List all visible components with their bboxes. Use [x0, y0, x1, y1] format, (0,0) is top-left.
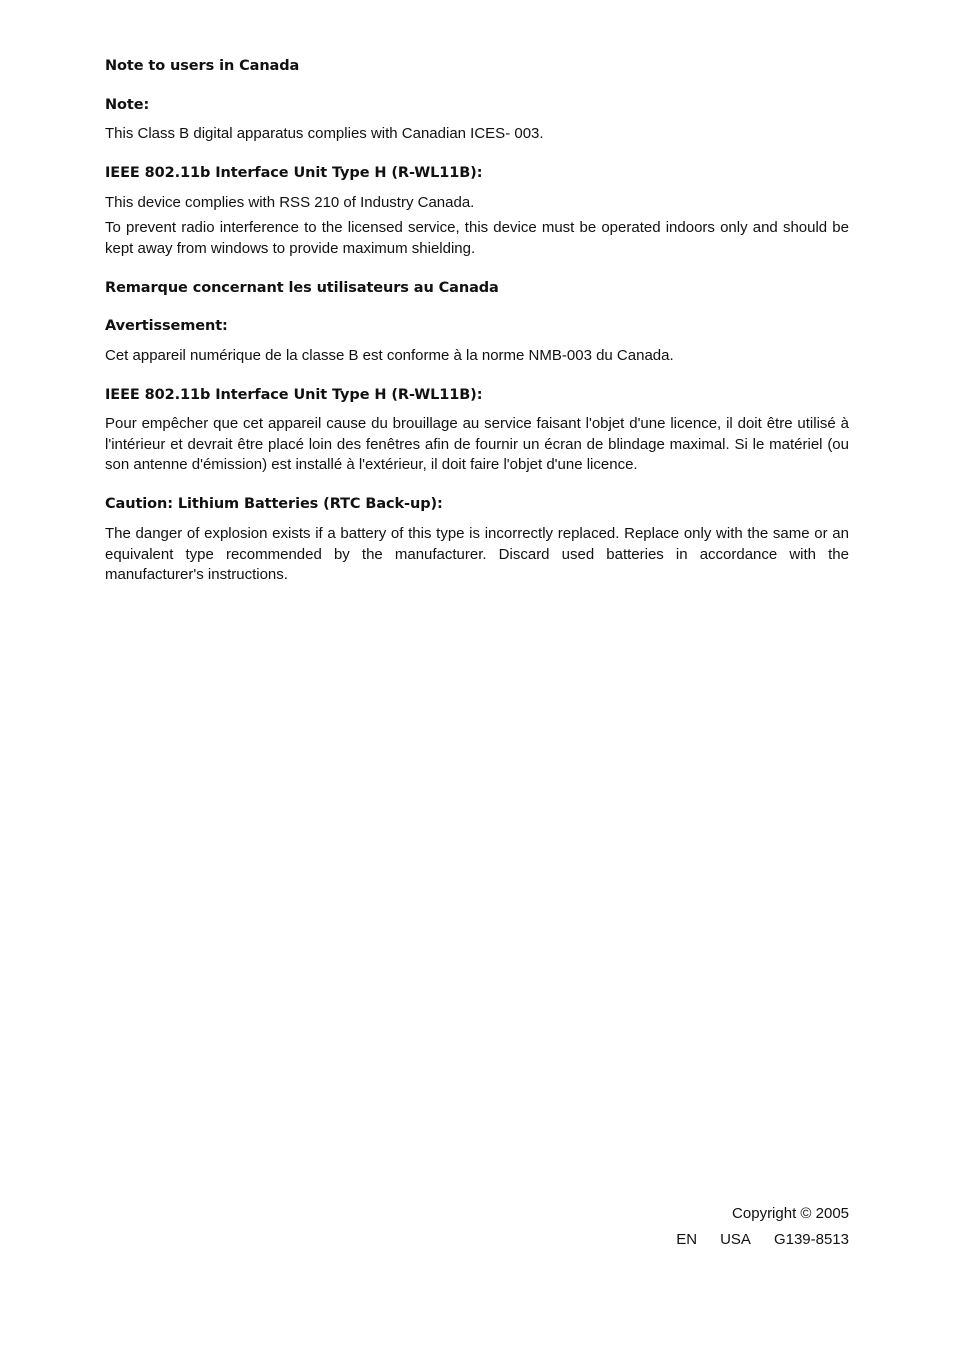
canada-en-title: Note to users in Canada — [105, 58, 300, 74]
language-code: EN — [676, 1231, 698, 1248]
ieee-text-en-1: This device complies with RSS 210 of Industry Canada. — [105, 194, 475, 211]
document-code-line — [549, 1230, 849, 1250]
ieee-text-en-2: To prevent radio interference to the licensed service, this device must be operated indoors only and should be kept away from windows to provide maximum shielding. — [105, 219, 849, 257]
ieee-text-fr: Pour empêcher que cet appareil cause du brouillage au service faisant l'objet d'une licence, il doit être utilisé à l'intérieur et devrait être placé loin des fenêtres afin de fournir un écran de blindage maximal. Si le matériel (ou son antenne d'émission) est installé à l'extérieur, il doit faire l'objet d'une licence. — [105, 415, 849, 473]
copyright-line — [549, 1204, 849, 1224]
note-text: This Class B digital apparatus complies with Canadian ICES- 003. — [105, 125, 544, 142]
copyright-text: Copyright © 2005 — [732, 1205, 849, 1222]
part-number: G139-8513 — [773, 1231, 849, 1248]
canada-fr-title: Remarque concernant les utilisateurs au Canada — [105, 280, 499, 296]
note-heading: Note: — [105, 97, 150, 113]
ieee-heading-fr: IEEE 802.11b Interface Unit Type H (R-WL11B): — [105, 387, 483, 403]
ieee-heading-en: IEEE 802.11b Interface Unit Type H (R-WL11B): — [105, 165, 483, 181]
warning-heading: Avertissement: — [105, 318, 228, 334]
region-code: USA — [720, 1231, 751, 1248]
caution-heading: Caution: Lithium Batteries (RTC Back-up): — [105, 496, 443, 512]
warning-text: Cet appareil numérique de la classe B est conforme à la norme NMB-003 du Canada. — [105, 347, 674, 364]
caution-text: The danger of explosion exists if a battery of this type is incorrectly replaced. Replace only with the same or an equivalent type recommended by the manufacturer. Discard used batteries in accordance with the manufacturer's instructions. — [105, 525, 849, 583]
